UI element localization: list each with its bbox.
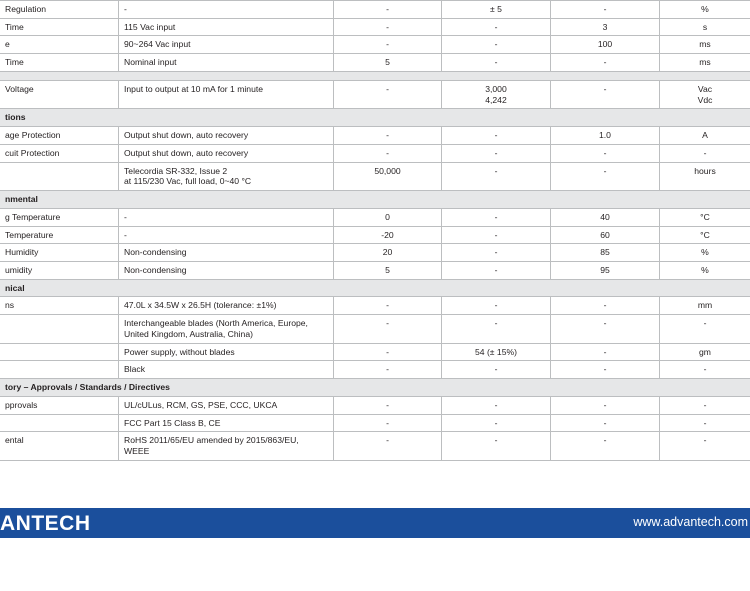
section-title: nical	[0, 279, 750, 297]
row-typ: -	[442, 208, 551, 226]
table-row	[0, 54, 750, 72]
spacer-cell	[0, 71, 750, 80]
row-typ: -	[442, 396, 551, 414]
row-unit: °C	[660, 226, 750, 244]
row-min: -	[334, 36, 442, 54]
row-min: -	[334, 80, 442, 108]
row-description: Output shut down, auto recovery	[119, 144, 334, 162]
row-min: -	[334, 343, 442, 361]
row-description: RoHS 2011/65/EU amended by 2015/863/EU, WEEE	[119, 432, 334, 460]
row-max: -	[551, 315, 660, 343]
row-typ: 3,000 4,242	[442, 80, 551, 108]
row-unit: -	[660, 315, 750, 343]
row-unit: -	[660, 144, 750, 162]
website-url[interactable]: www.advantech.com	[633, 515, 748, 529]
table-row	[0, 162, 750, 190]
row-description: 90~264 Vac input	[119, 36, 334, 54]
row-unit: -	[660, 396, 750, 414]
row-typ: -	[442, 36, 551, 54]
row-description: Non-condensing	[119, 262, 334, 280]
table-row	[0, 127, 750, 145]
row-max: -	[551, 432, 660, 460]
row-typ: -	[442, 262, 551, 280]
row-min: -	[334, 432, 442, 460]
section-title: nmental	[0, 191, 750, 209]
row-unit: ms	[660, 36, 750, 54]
row-label	[0, 315, 119, 343]
row-label: ns	[0, 297, 119, 315]
row-label: Voltage	[0, 80, 119, 108]
row-min: -	[334, 414, 442, 432]
table-row	[0, 396, 750, 414]
row-label: e	[0, 36, 119, 54]
row-unit: -	[660, 432, 750, 460]
row-label: age Protection	[0, 127, 119, 145]
row-description: -	[119, 208, 334, 226]
section-title: tions	[0, 109, 750, 127]
table-row	[0, 18, 750, 36]
row-typ: 54 (± 15%)	[442, 343, 551, 361]
row-unit: mm	[660, 297, 750, 315]
row-typ: -	[442, 297, 551, 315]
row-label	[0, 343, 119, 361]
row-typ: -	[442, 18, 551, 36]
row-description: Interchangeable blades (North America, Europe, United Kingdom, Australia, China)	[119, 315, 334, 343]
row-min: -	[334, 144, 442, 162]
row-description: Power supply, without blades	[119, 343, 334, 361]
table-row	[0, 144, 750, 162]
row-typ: -	[442, 315, 551, 343]
row-min: -20	[334, 226, 442, 244]
row-typ: -	[442, 244, 551, 262]
logo-text: ANTECH	[0, 512, 91, 535]
row-min: -	[334, 396, 442, 414]
row-max: 40	[551, 208, 660, 226]
row-unit: -	[660, 414, 750, 432]
row-min: 0	[334, 208, 442, 226]
row-label: g Temperature	[0, 208, 119, 226]
advantech-logo	[0, 512, 91, 534]
row-description: -	[119, 1, 334, 19]
row-min: 20	[334, 244, 442, 262]
row-description: Input to output at 10 mA for 1 minute	[119, 80, 334, 108]
row-typ: -	[442, 432, 551, 460]
row-max: -	[551, 396, 660, 414]
table-row	[0, 361, 750, 379]
table-row	[0, 315, 750, 343]
table-row	[0, 244, 750, 262]
row-typ: -	[442, 361, 551, 379]
row-label: umidity	[0, 262, 119, 280]
row-label: Time	[0, 54, 119, 72]
row-label: ental	[0, 432, 119, 460]
row-description: Black	[119, 361, 334, 379]
row-description: Telecordia SR-332, Issue 2 at 115/230 Vac, full load, 0~40 °C	[119, 162, 334, 190]
row-max: 95	[551, 262, 660, 280]
section-title: tory – Approvals / Standards / Directives	[0, 379, 750, 397]
table-section-header	[0, 109, 750, 127]
table-row	[0, 208, 750, 226]
row-max: 3	[551, 18, 660, 36]
row-description: UL/cULus, RCM, GS, PSE, CCC, UKCA	[119, 396, 334, 414]
table-row	[0, 414, 750, 432]
row-typ: -	[442, 162, 551, 190]
row-description: 47.0L x 34.5W x 26.5H (tolerance: ±1%)	[119, 297, 334, 315]
row-max: -	[551, 361, 660, 379]
row-description: Nominal input	[119, 54, 334, 72]
row-min: -	[334, 315, 442, 343]
row-min: -	[334, 18, 442, 36]
row-label: pprovals	[0, 396, 119, 414]
table-spacer-row	[0, 71, 750, 80]
row-unit: Vac Vdc	[660, 80, 750, 108]
row-unit: A	[660, 127, 750, 145]
table-row	[0, 343, 750, 361]
table-section-header	[0, 191, 750, 209]
row-min: -	[334, 361, 442, 379]
row-label	[0, 162, 119, 190]
row-max: -	[551, 162, 660, 190]
row-min: 5	[334, 262, 442, 280]
row-description: Output shut down, auto recovery	[119, 127, 334, 145]
row-label: Time	[0, 18, 119, 36]
row-unit: s	[660, 18, 750, 36]
row-unit: %	[660, 1, 750, 19]
row-typ: -	[442, 54, 551, 72]
row-max: 1.0	[551, 127, 660, 145]
row-typ: -	[442, 144, 551, 162]
table-row	[0, 262, 750, 280]
row-min: -	[334, 127, 442, 145]
row-label: Regulation	[0, 1, 119, 19]
row-typ: -	[442, 226, 551, 244]
row-max: 100	[551, 36, 660, 54]
row-max: -	[551, 297, 660, 315]
row-max: -	[551, 54, 660, 72]
row-description: Non-condensing	[119, 244, 334, 262]
row-unit: %	[660, 244, 750, 262]
table-section-header	[0, 279, 750, 297]
row-typ: ± 5	[442, 1, 551, 19]
row-description: -	[119, 226, 334, 244]
table-section-header	[0, 379, 750, 397]
row-max: -	[551, 343, 660, 361]
row-description: FCC Part 15 Class B, CE	[119, 414, 334, 432]
row-typ: -	[442, 127, 551, 145]
table-row	[0, 226, 750, 244]
table-row	[0, 297, 750, 315]
row-max: 85	[551, 244, 660, 262]
row-description: 115 Vac input	[119, 18, 334, 36]
row-unit: hours	[660, 162, 750, 190]
row-max: -	[551, 144, 660, 162]
row-label: Temperature	[0, 226, 119, 244]
row-min: 5	[334, 54, 442, 72]
row-max: -	[551, 80, 660, 108]
row-unit: °C	[660, 208, 750, 226]
row-min: -	[334, 1, 442, 19]
row-typ: -	[442, 414, 551, 432]
row-label	[0, 414, 119, 432]
row-min: -	[334, 297, 442, 315]
row-unit: -	[660, 361, 750, 379]
row-label: cuit Protection	[0, 144, 119, 162]
row-max: -	[551, 414, 660, 432]
row-unit: ms	[660, 54, 750, 72]
table-row	[0, 36, 750, 54]
table-row	[0, 80, 750, 108]
row-max: 60	[551, 226, 660, 244]
row-label	[0, 361, 119, 379]
row-min: 50,000	[334, 162, 442, 190]
row-label: Humidity	[0, 244, 119, 262]
table-row	[0, 1, 750, 19]
row-max: -	[551, 1, 660, 19]
table-row	[0, 432, 750, 460]
row-unit: %	[660, 262, 750, 280]
row-unit: gm	[660, 343, 750, 361]
